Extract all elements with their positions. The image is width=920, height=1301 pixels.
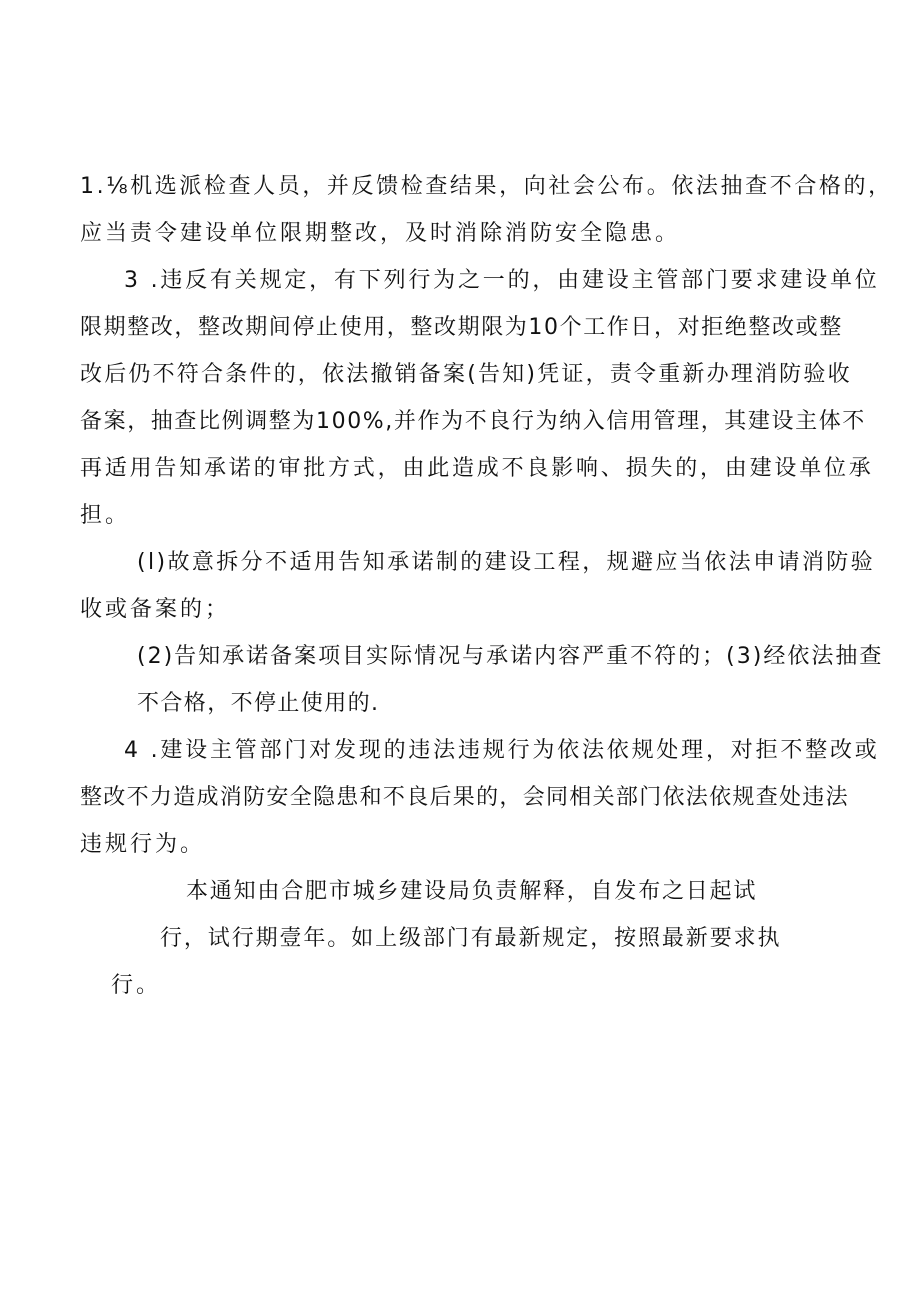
text-line-15: 违规行为。 [80,832,206,857]
text-line-18: 行。 [111,973,162,998]
text-line-16: 本通知由合肥市城乡建设局负责解释，自发布之日起试 [186,879,758,904]
text-line-13: 4 .建设主管部门对发现的违法违规行为依法依规处理，对拒不整改或 [124,738,880,763]
text-line-14: 整改不力造成消防安全隐患和不良后果的，会同相关部门依法依规查处违法 [80,785,849,810]
text-line-10: 收或备案的； [80,597,231,622]
text-line-2: 应当责令建设单位限期整改，及时消除消防安全隐患。 [80,221,681,246]
text-line-9: (l)故意拆分不适用告知承诺制的建设工程，规避应当依法申请消防验 [137,550,876,575]
text-line-1: 1.⅛机选派检查人员，并反馈检查结果，向社会公布。依法抽查不合格的， [80,174,893,199]
text-line-7: 再适用告知承诺的审批方式，由此造成不良影响、损失的，由建设单位承 [80,456,874,481]
text-line-17: 行，试行期壹年。如上级部门有最新规定，按照最新要求执 [160,926,782,951]
text-line-12: 不合格，不停止使用的. [137,691,380,716]
text-line-4: 限期整改，整改期间停止使用，整改期限为10个工作日，对拒绝整改或整 [80,315,843,340]
text-line-5: 改后仍不符合条件的，依法撤销备案(告知)凭证，责令重新办理消防验收 [80,362,852,387]
text-line-6: 备案，抽查比例调整为100%,并作为不良行为纳入信用管理，其建设主体不 [80,409,866,434]
text-line-8: 担。 [80,503,131,528]
text-line-3: 3 .违反有关规定，有下列行为之一的，由建设主管部门要求建设单位 [124,268,880,293]
text-line-11: (2)告知承诺备案项目实际情况与承诺内容严重不符的；(3)经依法抽查 [137,644,884,669]
